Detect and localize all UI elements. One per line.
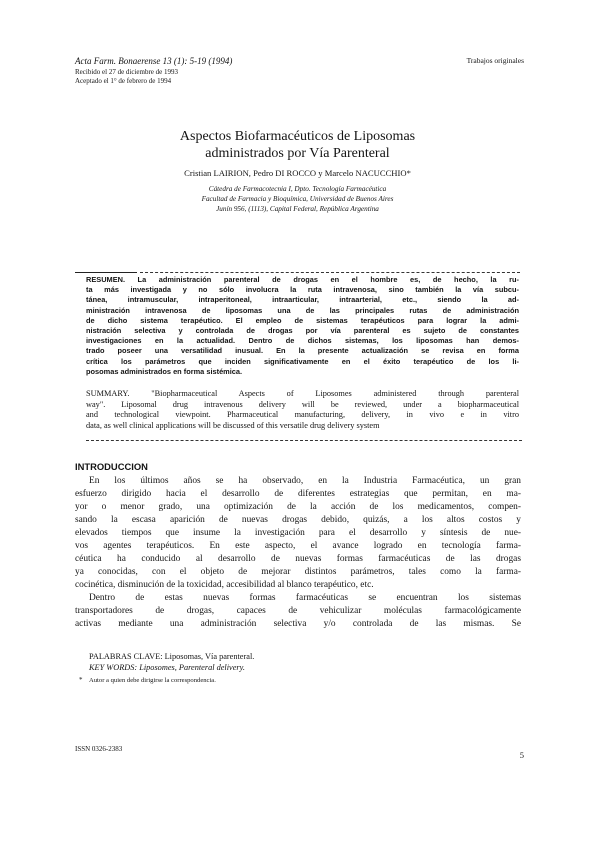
abstract-line: tánea, intramuscular, intraperitoneal, intraarticular, intraarterial, etc., siendo la ad- bbox=[86, 295, 519, 305]
author-list: Cristian LAIRION, Pedro DI ROCCO y Marcelo NACUCCHIO* bbox=[184, 168, 411, 178]
abstract-line: nistración selectiva y controlada de drogas por vía parenteral es sujeto de constantes bbox=[86, 326, 519, 336]
abstract-top-rule-right bbox=[140, 272, 520, 273]
intro-line: En los últimos años se ha observado, en la Industria Farmacéutica, un gran bbox=[89, 476, 521, 486]
intro-line: transportadores de drogas, capaces de vehiculizar moléculas farmacológicamente bbox=[75, 606, 521, 616]
intro-line: esfuerzo dirigido hacia el desarrollo de diferentes estrategias que permitan, en ma- bbox=[75, 489, 521, 499]
footnote-text: Autor a quien debe dirigirse la correspondencia. bbox=[89, 677, 216, 684]
intro-line: vos agentes terapéuticos. En este aspecto, el avance logrado en tecnología farma- bbox=[75, 541, 521, 551]
intro-line: elevados tiempos que insume la investigación para el desarrollo y síntesis de nue- bbox=[75, 528, 521, 538]
intro-line: yor o menor grado, una optimización de la acción de los medicamentos, compen- bbox=[75, 502, 521, 512]
intro-line: ya conocidas, con el objeto de mejorar distintos parámetros, tales como la farma- bbox=[75, 567, 521, 577]
key-words: KEY WORDS: Liposomes, Parenteral delivery. bbox=[89, 663, 245, 672]
abstract-bottom-rule bbox=[86, 440, 522, 441]
introduction-body bbox=[75, 475, 521, 631]
abstract-line: ministración intravenosa de liposomas una de las principales rutas de administración bbox=[86, 305, 519, 315]
summary-line: and technological viewpoint. Pharmaceutical manufacturing, delivery, in vivo e in vitro bbox=[86, 410, 519, 420]
accepted-date: Aceptado el 1° de febrero de 1994 bbox=[75, 77, 172, 85]
section-label: Trabajos originales bbox=[466, 56, 524, 65]
summary-line: data, as well clinical applications will be discussed of this versatile drug delivery system bbox=[86, 420, 380, 430]
abstract-line: investigaciones en la actualidad. Dentro de dichos sistemas, los liposomas han demos- bbox=[86, 336, 519, 346]
introduction-heading: INTRODUCCION bbox=[75, 461, 148, 472]
affiliation-line-2: Facultad de Farmacia y Bioquímica, Universidad de Buenos Aires bbox=[201, 195, 394, 203]
intro-line: activas mediante una administración selectiva y/o controlada de las mismas. Se bbox=[75, 619, 521, 629]
abstract-summary bbox=[86, 389, 519, 431]
palabras-clave: PALABRAS CLAVE: Liposomas, Vía parenteral. bbox=[89, 652, 255, 661]
received-date: Recibido el 27 de diciembre de 1993 bbox=[75, 68, 179, 76]
abstract-line: ta más investigada y no sólo involucra la ruta intravenosa, sino también la vía subcu- bbox=[86, 285, 519, 295]
page-number: 5 bbox=[519, 750, 524, 760]
intro-line: cocinética, disminución de la toxicidad, accesibilidad al blanco terapéutico, etc. bbox=[75, 580, 374, 590]
abstract-line: posomas administrados en forma sistémica. bbox=[86, 366, 243, 376]
abstract-line: crítica los parámetros que inciden significativamente en el éxito terapéutico de los li- bbox=[86, 356, 519, 366]
intro-line: sando la escasa aparición de nuevas drogas debido, quizás, a los altos costos y bbox=[75, 515, 521, 525]
abstract-line: de dicho sistema terapéutico. El empleo de sistemas terapéuticos para lograr la admi- bbox=[86, 315, 519, 325]
abstract-resumen bbox=[86, 275, 519, 377]
paper-title-line-2: administrados por Vía Parenteral bbox=[205, 146, 390, 161]
intro-line: Dentro de estas nuevas formas farmacéuticas se encuentran los sistemas bbox=[89, 593, 521, 603]
abstract-top-rule-left bbox=[75, 272, 137, 273]
summary-line: SUMMARY. "Biopharmaceutical Aspects of Liposomes administered through parenteral bbox=[86, 389, 519, 398]
paper-title-line-1: Aspectos Biofarmacéuticos de Liposomas bbox=[179, 129, 416, 144]
footnote-marker: * bbox=[79, 676, 83, 684]
affiliation-line-3: Junín 956, (1113), Capital Federal, República Argentina bbox=[216, 205, 379, 213]
abstract-line: trado poseer una versatilidad inusual. En la presente actualización se revisa en forma bbox=[86, 346, 519, 356]
issn: ISSN 0326-2383 bbox=[75, 745, 123, 753]
summary-line: way". Liposomal drug intravenous delivery will be reviewed, under a biopharmaceutical bbox=[86, 399, 519, 409]
affiliation-line-1: Cátedra de Farmacotecnia I, Dpto. Tecnología Farmacéutica bbox=[208, 185, 387, 193]
journal-citation: Acta Farm. Bonaerense 13 (1): 5-19 (1994) bbox=[75, 56, 233, 66]
abstract-line: RESUMEN. La administración parenteral de drogas en el hombre es, de hecho, la ru- bbox=[86, 275, 519, 284]
intro-line: céutica ha conducido al desarrollo de nuevas formas farmacéuticas de las drogas bbox=[75, 554, 521, 564]
